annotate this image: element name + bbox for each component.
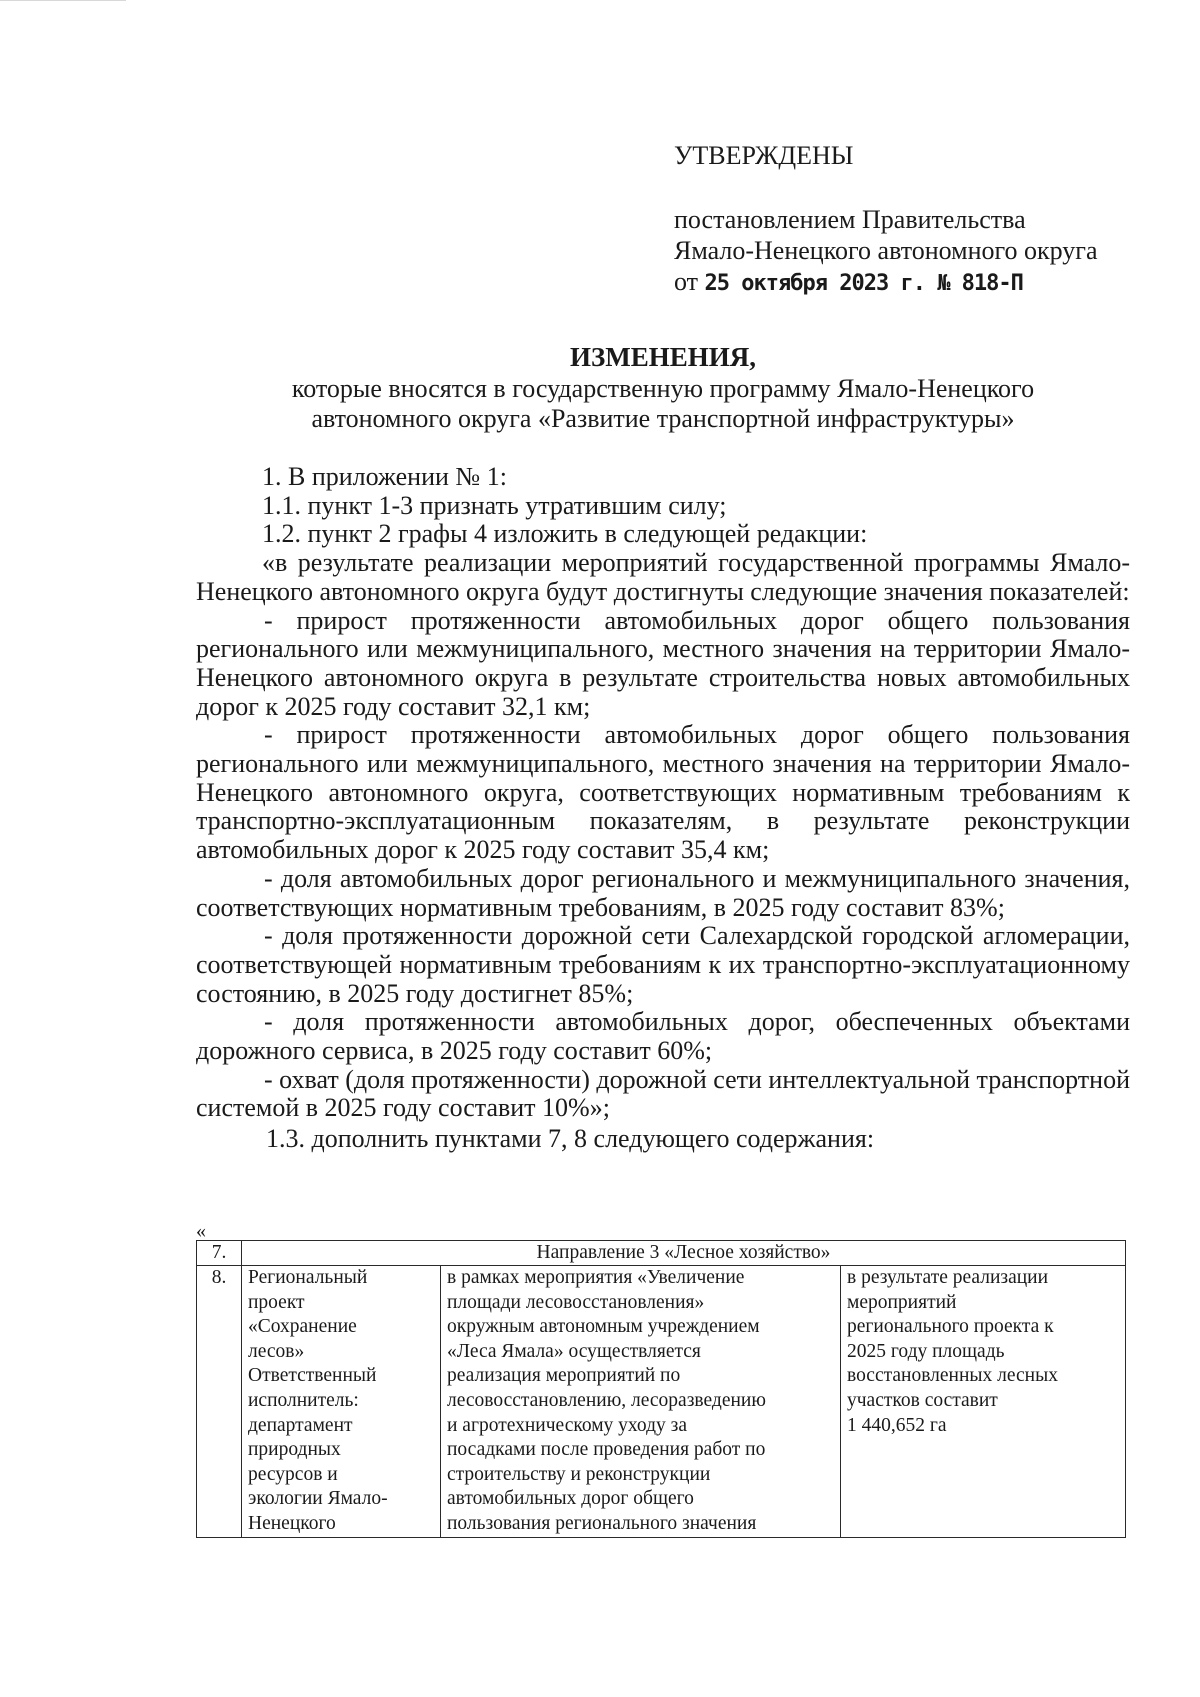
document-heading [196, 342, 1130, 434]
cell-line: лесов» [248, 1340, 305, 1362]
approval-date-line [674, 266, 1144, 299]
approval-line-1: постановлением Правительства [674, 205, 1026, 234]
list-item: - доля протяженности дорожной сети Салехардской городской агломерации, соответствующей нормативным требованиям к их транспортно-эксплуатационному состоянию, в 2025 году достигнет 85%; [196, 921, 1130, 1008]
document-body [196, 463, 1130, 1154]
list-item: - доля автомобильных дорог регионального и межмуниципального значения, соответствующих нормативным требованиям, в 2025 году составит 83%; [196, 863, 1130, 922]
heading-line-2: автономного округа «Развитие транспортной инфраструктуры» [311, 404, 1015, 433]
cell-line: экологии Ямало- [248, 1488, 388, 1510]
table-open-quote: « [196, 1220, 206, 1242]
paragraph-intro: «в результате реализации мероприятий государственной программы Ямало-Ненецкого автономного округа будут достигнуты следующие значения показателей: [196, 548, 1130, 606]
cell-line: природных [248, 1439, 341, 1461]
paragraph-1-3: 1.3. дополнить пунктами 7, 8 следующего содержания: [266, 1124, 875, 1154]
approval-line-2: Ямало-Ненецкого автономного округа [674, 236, 1098, 265]
cell-line: пользования регионального значения [447, 1512, 757, 1534]
cell-line: в рамках мероприятия «Увеличение [447, 1267, 745, 1288]
cell-line: Ответственный [248, 1365, 377, 1387]
approval-title: УТВЕРЖДЕНЫ [674, 141, 854, 170]
row-8-number: 8. [197, 1266, 242, 1538]
cell-line: проект [248, 1291, 305, 1313]
cell-line: посадками после проведения работ по [447, 1439, 766, 1461]
amendments-table [196, 1240, 1126, 1538]
list-item: - доля протяженности автомобильных дорог, обеспеченных объектами дорожного сервиса, в 2025 году составит 60%; [196, 1007, 1130, 1066]
cell-line: в результате реализации [847, 1267, 1049, 1288]
approval-date: 25 октября 2023 г. № 818-П [704, 271, 1023, 296]
paragraph-1: 1. В приложении № 1: [262, 462, 507, 491]
cell-line: 1 440,652 га [847, 1414, 947, 1436]
scan-edge-line [0, 0, 126, 1]
cell-line: Региональный [248, 1267, 368, 1288]
cell-line: «Леса Ямала» осуществляется [447, 1340, 701, 1362]
cell-line: «Сохранение [248, 1316, 357, 1338]
cell-line: окружным автономным учреждением [447, 1316, 760, 1338]
cell-line: исполнитель: [248, 1389, 359, 1411]
approval-block [674, 140, 1144, 299]
cell-line: участков составит [847, 1389, 998, 1411]
list-item: - прирост протяженности автомобильных дорог общего пользования регионального или межмуниципального, местного значения на территории Ямало-Ненецкого автономного округа, соответствующих нормативным требованиям к транспортно-эксплуатационным показателям, в результате реконструкции автомобильных дорог к 2025 году составит 35,4 км; [196, 720, 1130, 865]
row-7-number: 7. [197, 1241, 242, 1266]
row-7-direction: Направление 3 «Лесное хозяйство» [242, 1241, 1126, 1266]
cell-line: лесовосстановлению, лесоразведению [447, 1389, 766, 1411]
row-8-project [242, 1266, 441, 1538]
cell-line: и агротехническому уходу за [447, 1414, 688, 1436]
cell-line: автомобильных дорог общего [447, 1488, 694, 1510]
cell-line: департамент [248, 1414, 353, 1436]
row-8-description [441, 1266, 841, 1538]
heading-line-1: которые вносятся в государственную программу Ямало-Ненецкого [291, 374, 1035, 403]
table-row [197, 1266, 1126, 1538]
cell-line: строительству и реконструкции [447, 1463, 711, 1485]
list-item: - прирост протяженности автомобильных дорог общего пользования регионального или межмуниципального, местного значения на территории Ямало-Ненецкого автономного округа в результате строительства новых автомобильных дорог к 2025 году составит 32,1 км; [196, 605, 1130, 721]
cell-line: мероприятий [847, 1291, 957, 1313]
heading-title: ИЗМЕНЕНИЯ, [569, 342, 756, 372]
cell-line: реализация мероприятий по [447, 1365, 681, 1387]
cell-line: площади лесовосстановления» [447, 1291, 705, 1313]
paragraph-1-2: 1.2. пункт 2 графы 4 изложить в следующей редакции: [262, 519, 868, 549]
list-item: - охват (доля протяженности) дорожной сети интеллектуальной транспортной системой в 2025 году составит 10%»; [196, 1064, 1130, 1123]
cell-line: 2025 году площадь [847, 1340, 1005, 1362]
cell-line: восстановленных лесных [847, 1365, 1058, 1387]
table-row [197, 1241, 1126, 1266]
row-8-result [841, 1266, 1126, 1538]
cell-line: ресурсов и [248, 1463, 338, 1485]
cell-line: регионального проекта к [847, 1316, 1054, 1338]
approval-date-prefix: от [674, 267, 699, 296]
paragraph-1-1: 1.1. пункт 1-3 признать утратившим силу; [262, 490, 727, 520]
cell-line: Ненецкого [248, 1512, 336, 1534]
